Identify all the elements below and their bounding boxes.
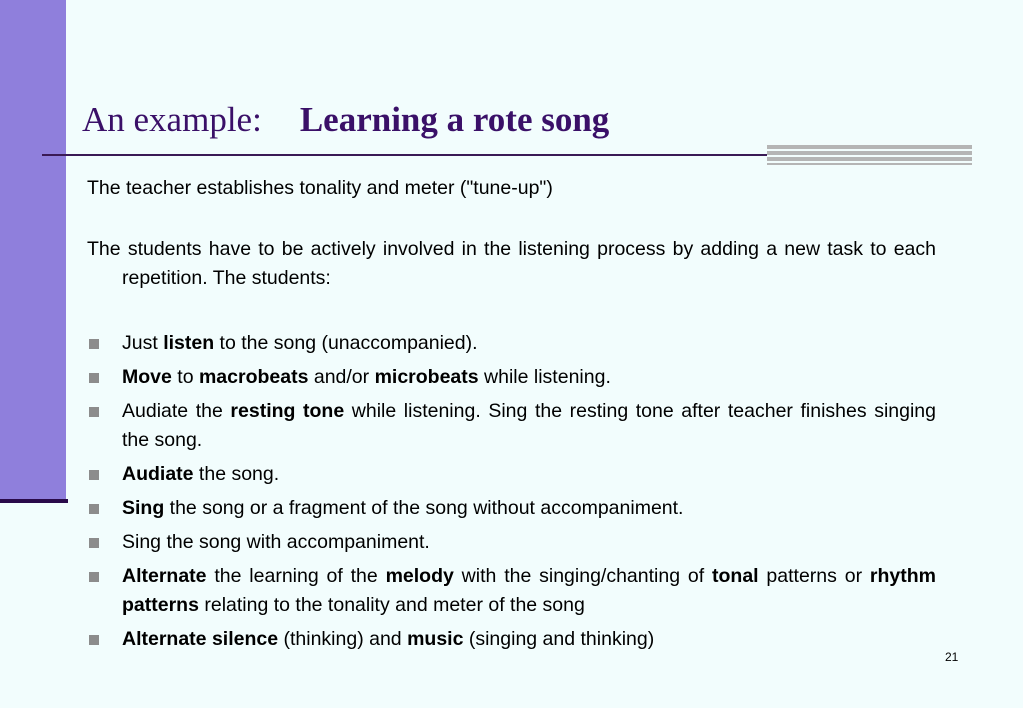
- text-segment: Audiate the: [122, 400, 231, 422]
- text-segment: Just: [122, 332, 164, 354]
- bold-term: melody: [385, 565, 454, 587]
- square-bullet-icon: [89, 635, 99, 645]
- slide-title: [82, 98, 609, 142]
- square-bullet-icon: [89, 572, 99, 582]
- text-segment: to the song (unaccompanied).: [214, 332, 478, 354]
- square-bullet-icon: [89, 470, 99, 480]
- square-bullet-icon: [89, 504, 99, 514]
- bold-term: listen: [163, 332, 215, 354]
- square-bullet-icon: [89, 339, 99, 349]
- square-bullet-icon: [89, 407, 99, 417]
- text-segment: relating to the tonality and meter of the song: [198, 594, 585, 616]
- bold-term: Move: [122, 366, 172, 388]
- bold-term: resting tone: [230, 400, 345, 422]
- list-item: [87, 329, 936, 358]
- text-segment: with the singing/chanting of: [453, 565, 712, 587]
- bold-term: microbeats: [374, 366, 479, 388]
- text-segment: while listening. Sing the resting tone after teacher finishes singing the song.: [122, 400, 936, 451]
- intro-paragraph: The teacher establishes tonality and meter ("tune-up"): [87, 177, 553, 199]
- bold-term: Audiate: [122, 463, 194, 485]
- text-segment: patterns or: [758, 565, 870, 587]
- text-segment: the learning of the: [206, 565, 386, 587]
- title-divider: [42, 154, 768, 156]
- text-segment: while listening.: [478, 366, 611, 388]
- title-prefix: An example:: [82, 100, 262, 139]
- list-item: [87, 460, 936, 489]
- list-item: [87, 562, 936, 620]
- text-segment: to: [171, 366, 199, 388]
- bold-term: rhythm patterns: [122, 565, 936, 616]
- text-segment: and/or: [308, 366, 375, 388]
- bold-term: Alternate: [122, 565, 207, 587]
- list-item: [87, 528, 936, 557]
- bold-term: Sing: [122, 497, 165, 519]
- slide-body: [87, 174, 936, 659]
- list-item: [87, 363, 936, 392]
- list-item: [87, 494, 936, 523]
- list-item: [87, 397, 936, 455]
- bold-term: macrobeats: [198, 366, 309, 388]
- text-segment: Sing the song with accompaniment.: [122, 531, 430, 553]
- text-segment: (thinking) and: [278, 628, 408, 650]
- list-item: [87, 625, 936, 654]
- text-segment: the song or a fragment of the song without accompaniment.: [164, 497, 684, 519]
- sidebar-underline: [0, 499, 68, 503]
- square-bullet-icon: [89, 538, 99, 548]
- bold-term: music: [407, 628, 464, 650]
- sidebar-decoration: [0, 0, 66, 502]
- students-paragraph: The students have to be actively involved in the listening process by adding a new task to each repetition. The students:: [87, 238, 936, 289]
- bold-term: Alternate silence: [122, 628, 279, 650]
- square-bullet-icon: [89, 373, 99, 383]
- bold-term: tonal: [712, 565, 759, 587]
- decorative-gray-bars: [767, 145, 972, 165]
- page-number: 21: [945, 650, 959, 664]
- title-main: Learning a rote song: [299, 100, 610, 139]
- task-list: [87, 329, 936, 654]
- text-segment: the song.: [193, 463, 280, 485]
- text-segment: (singing and thinking): [463, 628, 655, 650]
